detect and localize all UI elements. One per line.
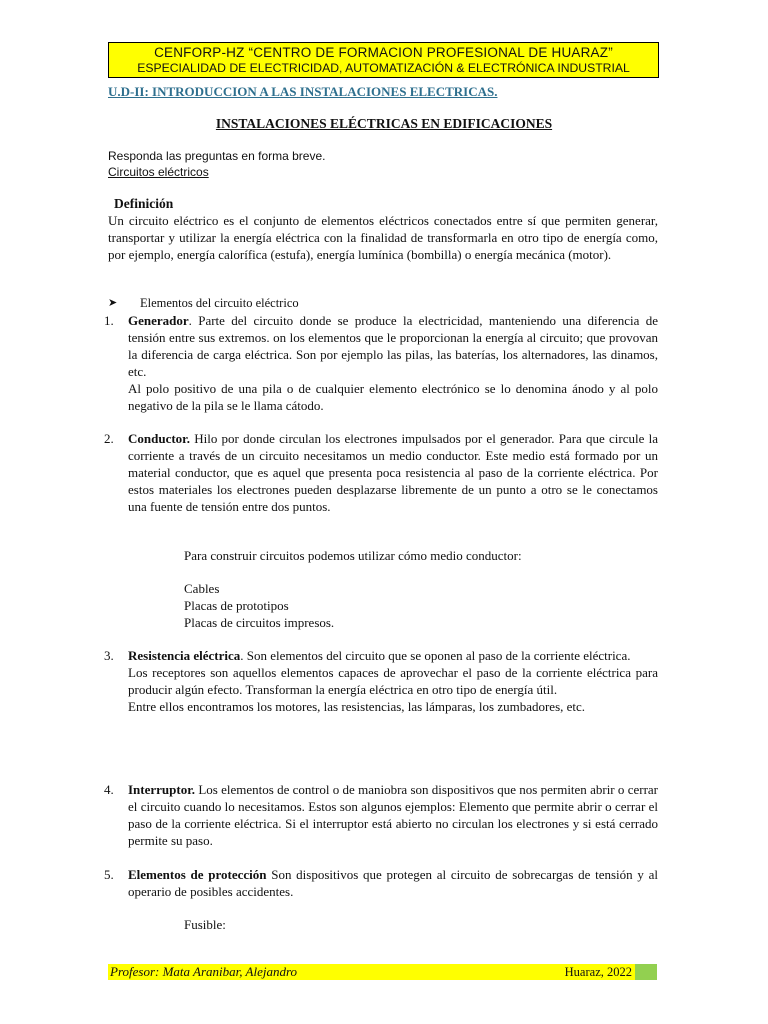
subtopic-heading: Circuitos eléctricos (108, 165, 209, 179)
item-text: Son dispositivos que protegen al circuito de sobrecargas de tensión y al operario de posibles accidentes. (128, 867, 658, 899)
list-item (104, 430, 658, 515)
item-term: Generador (128, 313, 189, 328)
item-term: Resistencia eléctrica (128, 648, 241, 663)
item-term: Interruptor. (128, 782, 196, 797)
item-term: Conductor. (128, 431, 191, 446)
item-extra: Los receptores son aquellos elementos capaces de aprovechar el paso de la corriente eléctrica para producir algún efecto. Transforman la energía eléctrica en otro tipo de energía útil. (128, 665, 658, 697)
footer-accent (635, 964, 657, 980)
instruction-text: Responda las preguntas en forma breve. (108, 149, 326, 163)
item-extra: Entre ellos encontramos los motores, las resistencias, las lámparas, los zumbadores, etc. (128, 699, 586, 714)
item-text: Hilo por donde circulan los electrones impulsados por el generador. Para que circule la corriente a través de un circuito necesitamos un medio conductor. Este medio está formado por un material conductor, que es aquel que presenta poca resistencia al paso de la corriente eléctrica. Por estos materiales los electrones pueden desplazarse libremente de un punto a otro se le conectamos una fuente de tensión entre dos puntos. (128, 431, 658, 514)
institution-name: CENFORP-HZ “CENTRO DE FORMACION PROFESIONAL DE HUARAZ” (154, 45, 613, 60)
specialty-name: ESPECIALIDAD DE ELECTRICIDAD, AUTOMATIZACIÓN & ELECTRÓNICA INDUSTRIAL (137, 61, 630, 75)
conductor-option: Cables (184, 581, 220, 596)
arrow-bullet-icon: ➤ (108, 297, 118, 309)
place-date: Huaraz, 2022 (564, 964, 632, 979)
professor-name: Profesor: Mata Aranibar, Alejandro (110, 964, 298, 979)
page-title: INSTALACIONES ELÉCTRICAS EN EDIFICACIONES (215, 116, 553, 131)
list-item (104, 781, 658, 849)
conductor-option: Placas de circuitos impresos. (184, 615, 335, 630)
list-item (104, 312, 658, 414)
institution-header (108, 42, 659, 78)
item-term: Elementos de protección (128, 867, 267, 882)
item-number: 4. (104, 782, 114, 797)
item-text: . Son elementos del circuito que se oponen al paso de la corriente eléctrica. (240, 648, 631, 663)
item-number: 1. (104, 313, 114, 328)
fusible-label: Fusible: (184, 917, 226, 932)
definition-heading: Definición (114, 196, 174, 211)
conductor-option: Placas de prototipos (184, 598, 289, 613)
page-footer (108, 964, 657, 980)
item-extra: Al polo positivo de una pila o de cualquier elemento electrónico se lo denomina ánodo y al polo negativo de la pila se le llama cátodo. (128, 381, 658, 413)
item-number: 2. (104, 431, 114, 446)
definition-paragraph: Un circuito eléctrico es el conjunto de elementos eléctricos conectados entre sí que permiten generar, transportar y utilizar la energía eléctrica con la finalidad de transformarla en otro tipo de energía como, por ejemplo, energía calorífica (estufa), energía lumínica (bombilla) o energía mecánica (motor). (108, 213, 658, 262)
conductor-intro: Para construir circuitos podemos utilizar cómo medio conductor: (184, 548, 522, 563)
list-item (104, 647, 658, 715)
list-item (104, 866, 658, 900)
item-text: . Parte del circuito donde se produce la electricidad, manteniendo una diferencia de tensión entre sus extremos. on los elementos que le proporcionan la energía al circuito; que provovan la diferencia de carga eléctrica. Son por ejemplo las pilas, las baterías, los alternadores, las dinamos, etc. (128, 313, 658, 379)
item-text: Los elementos de control o de maniobra son dispositivos que nos permiten abrir o cerrar el circuito cuando lo necesitamos. Estos son algunos ejemplos: Elemento que permite abrir o cerrar el paso de la corriente eléctrica. Si el interruptor está abierto no circulan los electrones y si está cerrado permite su paso. (128, 782, 658, 848)
elements-heading: Elementos del circuito eléctrico (140, 296, 299, 310)
unit-title: U.D-II: INTRODUCCION A LAS INSTALACIONES ELECTRICAS. (108, 84, 498, 99)
item-number: 3. (104, 648, 114, 663)
elements-heading-row (108, 296, 299, 311)
item-number: 5. (104, 867, 114, 882)
